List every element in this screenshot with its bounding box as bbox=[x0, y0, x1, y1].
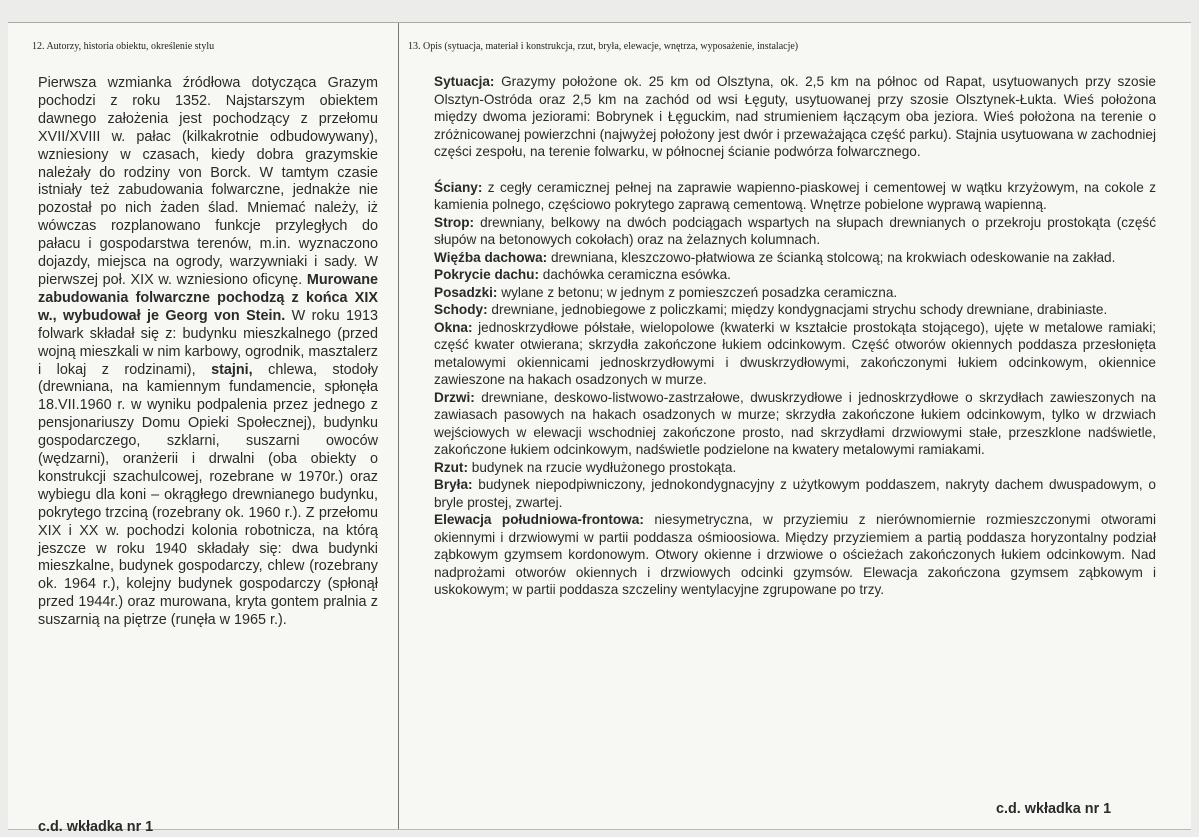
description-paragraph-roofing bbox=[434, 266, 1156, 284]
text-south-elevation: niesymetryczna, w przyziemiu z nierównomiernie rozmieszczonymi otworami okiennymi i drzwiowymi w partii poddasza ośmioosiowa. Między przyziemiem a partią poddasza horyzontalny podział ząbkowym gzymsem kordonowym. Otwory okienne i drzwiowe o ościeżach zakończonych łukiem odcinkowym. Nad nadprożami otworów okiennych i drzwiowych odcinki gzymsów. Elewacja zakończona gzymsem ząbkowym i uskokowym; w partii poddasza szczeliny wentylacyjne zgrupowane po trzy. bbox=[434, 512, 1156, 597]
text-stairs: drewniane, jednobiegowe z policzkami; między kondygnacjami strychu schody drewniane, drabiniaste. bbox=[491, 302, 1108, 317]
description-paragraph-windows bbox=[434, 319, 1156, 389]
label-roofing: Pokrycie dachu: bbox=[434, 267, 540, 282]
description-paragraph-stairs bbox=[434, 301, 1156, 319]
label-situation: Sytuacja: bbox=[434, 74, 495, 89]
right-column-header: 13. Opis (sytuacja, materiał i konstrukcja, rzut, bryła, elewacje, wnętrza, wyposażenie, instalacje) bbox=[408, 41, 799, 52]
right-continuation-note: c.d. wkładka nr 1 bbox=[996, 801, 1112, 817]
label-roof-truss: Więźba dachowa: bbox=[434, 249, 548, 265]
label-floors: Posadzki: bbox=[434, 284, 498, 300]
description-text bbox=[434, 73, 1156, 599]
history-paragraph-2: W roku 1913 folwark składał się z: budynku mieszkalnego (przed wojną mieszkali w nim karbowy, ogrodnik, masztalerz i lokaj z rodzinami), bbox=[38, 307, 378, 378]
label-massing: Bryła: bbox=[434, 477, 473, 492]
description-paragraph-south-elevation bbox=[434, 511, 1156, 599]
text-massing: budynek niepodpiwniczony, jednokondygnacyjny z użytkowym poddaszem, nakryty dachem dwuspadowym, o bryle prostej, zwartej. bbox=[434, 477, 1156, 510]
text-windows: jednoskrzydłowe półstałe, wielopolowe (kwaterki w kształcie prostokąta stojącego), ujęte w metalowe ramiaki; część kwater otwierana; skrzydła zakończone łukiem odcinkowym. Część otworów okiennych poddasza przesłonięta metalowymi okiennicami jednoskrzydłowymi i dwuskrzydłowymi, zakończonymi łukiem odcinkowym, okiennice zawieszone na hakach osadzonych w murze. bbox=[434, 319, 1156, 387]
history-bold-2: stajni, bbox=[211, 361, 253, 378]
column-divider bbox=[398, 23, 399, 829]
text-ceiling: drewniany, belkowy na dwóch podciągach wspartych na słupach drewnianych o przekroju prostokąta (część słupów na betonowych cokołach) oraz na żelaznych kolumnach. bbox=[434, 214, 1156, 247]
text-plan: budynek na rzucie wydłużonego prostokąta. bbox=[471, 459, 737, 475]
label-walls: Ściany: bbox=[434, 179, 483, 195]
history-paragraph-1: Pierwsza wzmianka źródłowa dotycząca Grazym pochodzi z roku 1352. Najstarszym obiektem dawnego założenia jest pochodzący z przełomu XVII/XVIII w. pałac (kilkakrotnie odbudowywany), wzniesiony w czasach, kiedy dobra grazymskie należały do rodziny von Borck. W tamtym czasie istniały też zabudowania folwarczne, jednakże nie pozostał po nich żaden ślad. Mniemać należy, iż wówczas rozplanowano funkcje przyległych do pałacu i gospodarstwa terenów, m.in. wyznaczono dojazdy, miejsca na ogrody, warzywniaki i sady. W pierwszej poł. XIX w. wzniesiono oficynę. bbox=[38, 75, 378, 288]
left-column-header: 12. Autorzy, historia obiektu, określenie stylu bbox=[32, 41, 215, 52]
form-sheet bbox=[8, 22, 1191, 835]
label-stairs: Schody: bbox=[434, 302, 488, 317]
description-paragraph-roof-truss bbox=[434, 249, 1156, 267]
label-plan: Rzut: bbox=[434, 459, 468, 475]
text-situation: Grazymy położone ok. 25 km od Olsztyna, ok. 2,5 km na północ od Rapat, usytuowanych przy szosie Olsztyn-Ostróda oraz 2,5 km na zachód od wsi Łęguty, usytuowanej przy szosie Olsztynek-Łukta. Wieś położona między dwoma jeziorami: Bobrynek i Łęguckim, nad strumieniem łączącym oba jeziora. Wieś położona na terenie o zróżnicowanej powierzchni (najwyżej położony jest dwór i przeważająca część parku). Stajnia usytuowana w zachodniej części zespołu, na terenie folwarku, w północnej ścianie podwórza folwarcznego. bbox=[434, 74, 1156, 159]
description-paragraph-plan bbox=[434, 459, 1156, 477]
description-paragraph-ceiling bbox=[434, 214, 1156, 249]
label-doors: Drzwi: bbox=[434, 389, 475, 405]
description-paragraph-massing bbox=[434, 476, 1156, 511]
history-text bbox=[38, 75, 378, 630]
description-paragraph-situation bbox=[434, 73, 1156, 161]
text-roof-truss: drewniana, kleszczowo-płatwiowa ze ścianką stolcową; na krokwiach odeskowanie na zakład. bbox=[550, 249, 1116, 265]
text-floors: wylane z betonu; w jednym z pomieszczeń posadzka ceramiczna. bbox=[501, 284, 898, 300]
text-doors: drewniane, deskowo-listwowo-zastrzałowe, dwuskrzydłowe i jednoskrzydłowe o skrzydłach zawieszonych na zawiasach pasowych na hakach osadzonych w murze; skrzydła zakończone łukiem odcinkowym, tylko w drzwiach wejściowych w elewacji wschodniej zakończone prosto, nad skrzydłami drzwiowymi stałe, przeszklone nadświetle, zakończone łukiem odcinkowym, nadświetle podzielone na kwatery metalowymi ramiakami. bbox=[434, 389, 1156, 457]
text-roofing: dachówka ceramiczna esówka. bbox=[542, 267, 731, 282]
label-windows: Okna: bbox=[434, 319, 473, 335]
label-south-elevation: Elewacja południowa-frontowa: bbox=[434, 512, 644, 527]
history-bold-1: Murowane zabudowania folwarczne pochodzą z końca XIX w., wybudował je Georg von Stein. bbox=[38, 271, 378, 324]
history-paragraph-3: chlewa, stodoły (drewniana, na kamiennym fundamencie, spłonęła 18.VII.1960 r. w wyniku podpalenia przez jednego z pensjonariuszy Domu Opieki Społecznej), budynku gospodarczego, szklarni, suszarni owoców (wędzarni), oranżerii i drwalni (oba obiekty o konstrukcji szachulcowej, rozebrane w 1970r.) oraz wybiegu dla koni – okrągłego drewnianego budynku, pokrytego trzciną (rozebrany ok. 1960 r.). Z przełomu XIX i XX w. pochodzi kolonia robotnicza, na którą jeszcze w roku 1940 składały się: dwa budynki mieszkalne, budynek gospodarczy, chlew (rozebrany ok. 1964 r.), kolejny budynek gospodarczy (spłonął przed 1944r.) oraz murowana, kryta gontem pralnia z suszarnią na piętrze (runęła w 1965 r.). bbox=[38, 361, 379, 629]
description-paragraph-doors bbox=[434, 389, 1156, 459]
description-paragraph-floors bbox=[434, 284, 1156, 302]
text-walls: z cegły ceramicznej pełnej na zaprawie wapienno-piaskowej i cementowej w wątku krzyżowym, na cokole z kamienia polnego, częściowo pokrytego zaprawą cementową. Wnętrze pobielone wyprawą wapienną. bbox=[434, 179, 1156, 212]
description-paragraph-walls bbox=[434, 179, 1156, 214]
label-ceiling: Strop: bbox=[434, 214, 475, 230]
left-continuation-note: c.d. wkładka nr 1 bbox=[38, 819, 154, 835]
